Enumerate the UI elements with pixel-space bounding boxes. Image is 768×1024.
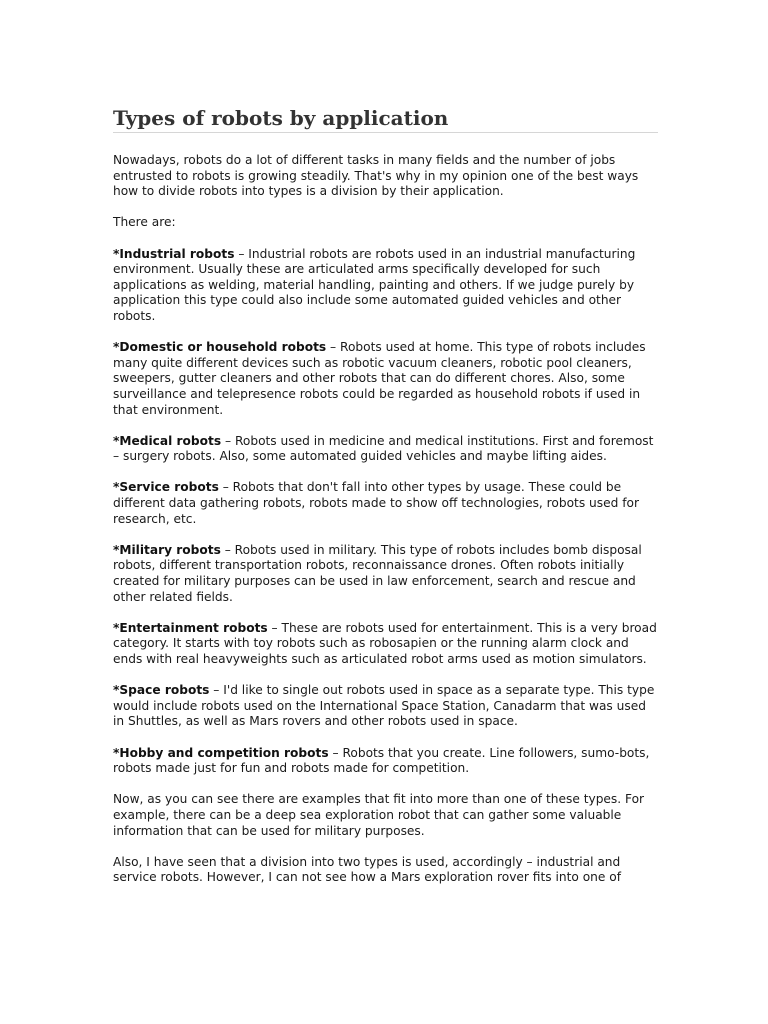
type-description: – Robots used in medicine and medical institutions. First and foremost – surgery robots. Also, some automated guided vehicles and maybe lifting aides. (113, 433, 654, 464)
type-term: *Domestic or household robots (113, 340, 327, 355)
article-body (113, 153, 658, 886)
there-are-paragraph: There are: (113, 215, 176, 230)
type-term: *Hobby and competition robots (113, 745, 329, 760)
type-term: *Service robots (113, 480, 219, 495)
type-domestic (113, 340, 658, 418)
type-medical (113, 434, 658, 465)
type-hobby (113, 746, 658, 777)
type-description: – Robots that don't fall into other types by usage. These could be different data gathering robots, robots made to show off technologies, robots used for research, etc. (113, 480, 639, 526)
type-term: *Industrial robots (113, 246, 235, 261)
type-entertainment (113, 621, 658, 668)
page-title: Types of robots by application (113, 104, 658, 133)
closing-paragraph-2: Also, I have seen that a division into two types is used, accordingly – industrial and service robots. However, I can not see how a Mars exploration rover fits into one of (113, 854, 621, 885)
type-description: – Robots that you create. Line followers, sumo-bots, robots made just for fun and robots made for competition. (113, 745, 650, 776)
type-term: *Entertainment robots (113, 620, 268, 635)
type-description: – I'd like to single out robots used in space as a separate type. This type would include robots used on the International Space Station, Canadarm that was used in Shuttles, as well as Mars rovers and other robots used in space. (113, 683, 655, 729)
type-description: – Industrial robots are robots used in an industrial manufacturing environment. Usually these are articulated arms specifically developed for such applications as welding, material handling, painting and others. If we judge purely by application this type could also include some automated guided vehicles and other robots. (113, 246, 636, 323)
closing-paragraph-1: Now, as you can see there are examples that fit into more than one of these types. For example, there can be a deep sea exploration robot that can gather some valuable information that can be used for military purposes. (113, 792, 645, 838)
type-term: *Medical robots (113, 433, 222, 448)
type-military (113, 543, 658, 605)
type-industrial (113, 247, 658, 325)
type-term: *Space robots (113, 683, 210, 698)
intro-paragraph: Nowadays, robots do a lot of different tasks in many fields and the number of jobs entrusted to robots is growing steadily. That's why in my opinion one of the best ways how to divide robots into types is a division by their application. (113, 153, 639, 199)
type-term: *Military robots (113, 542, 221, 557)
type-space (113, 683, 658, 730)
type-service (113, 480, 658, 527)
type-description: – Robots used at home. This type of robots includes many quite different devices such as robotic vacuum cleaners, robotic pool cleaners, sweepers, gutter cleaners and other robots that can do different chores. Also, some surveillance and telepresence robots could be regarded as household robots if used in that environment. (113, 340, 646, 417)
type-description: – Robots used in military. This type of robots includes bomb disposal robots, different transportation robots, reconnaissance drones. Often robots initially created for military purposes can be used in law enforcement, search and rescue and other related fields. (113, 542, 642, 604)
type-description: – These are robots used for entertainment. This is a very broad category. It starts with toy robots such as robosapien or the running alarm clock and ends with real heavyweights such as articulated robot arms used as motion simulators. (113, 620, 657, 666)
document-page (113, 104, 658, 902)
